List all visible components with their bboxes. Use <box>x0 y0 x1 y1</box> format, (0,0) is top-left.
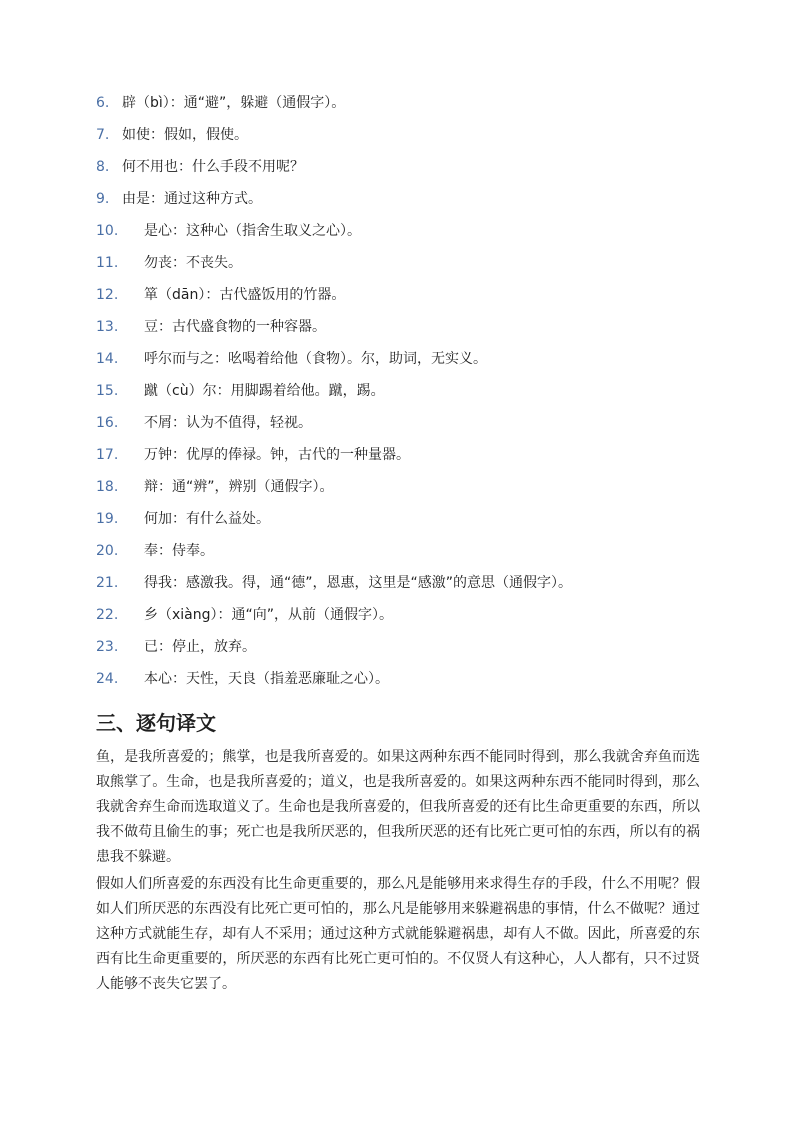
annotation-number: 16. <box>96 415 119 431</box>
annotation-item <box>96 379 716 411</box>
annotation-text: 奉：侍奉。 <box>144 543 214 559</box>
annotation-number: 24. <box>96 671 119 687</box>
annotation-text: 万钟：优厚的俸禄。钟，古代的一种量器。 <box>144 447 410 463</box>
annotation-text: 勿丧：不丧失。 <box>144 255 242 271</box>
annotation-text: 是心：这种心（指舍生取义之心）。 <box>144 223 361 239</box>
annotation-item <box>96 635 716 667</box>
annotation-text: 得我：感激我。得，通“德”，恩惠，这里是“感激”的意思（通假字）。 <box>144 575 573 591</box>
annotation-text: 何加：有什么益处。 <box>144 511 270 527</box>
annotation-number: 11. <box>96 255 119 271</box>
annotation-number: 7. <box>96 127 110 143</box>
annotation-text: 已：停止，放弃。 <box>144 639 256 655</box>
annotation-number: 18. <box>96 479 119 495</box>
annotation-item <box>96 91 716 123</box>
annotation-text: 呼尔而与之：吆喝着给他（食物）。尔，助词，无实义。 <box>144 351 487 367</box>
annotation-item <box>96 667 716 699</box>
translation-paragraph: 假如人们所喜爱的东西没有比生命更重要的，那么凡是能够用来求得生存的手段，什么不用呢？假如人们所厌恶的东西没有比死亡更可怕的，那么凡是能够用来躲避祸患的事情，什么不做呢？通过这种方式就能生存，却有人不采用；通过这种方式就能躲避祸患，却有人不做。因此，所喜爱的东西有比生命更重要的，所厌恶的东西有比死亡更可怕的。不仅贤人有这种心，人人都有，只不过贤人能够不丧失它罢了。 <box>96 876 700 992</box>
annotation-item <box>96 315 716 347</box>
annotation-item <box>96 251 716 283</box>
annotation-item <box>96 411 716 443</box>
annotation-list <box>96 91 716 699</box>
annotation-item <box>96 155 716 187</box>
annotation-text: 由是：通过这种方式。 <box>122 191 262 207</box>
annotation-item <box>96 571 716 603</box>
annotation-number: 10. <box>96 223 119 239</box>
translation-paragraph: 鱼，是我所喜爱的；熊掌，也是我所喜爱的。如果这两种东西不能同时得到，那么我就舍弃鱼而选取熊掌了。生命，也是我所喜爱的；道义，也是我所喜爱的。如果这两种东西不能同时得到，那么我就舍弃生命而选取道义了。生命也是我所喜爱的，但我所喜爱的还有比生命更重要的东西，所以我不做苟且偷生的事；死亡也是我所厌恶的，但我所厌恶的还有比死亡更可怕的东西，所以有的祸患我不躲避。 <box>96 749 700 865</box>
annotation-text: 不屑：认为不值得，轻视。 <box>144 415 312 431</box>
annotation-number: 12. <box>96 287 119 303</box>
annotation-text: 豆：古代盛食物的一种容器。 <box>144 319 326 335</box>
annotation-number: 22. <box>96 607 119 623</box>
annotation-text: 本心：天性，天良（指羞恶廉耻之心）。 <box>144 671 389 687</box>
annotation-number: 9. <box>96 191 110 207</box>
annotation-number: 6. <box>96 95 110 111</box>
annotation-item <box>96 283 716 315</box>
annotation-number: 19. <box>96 511 119 527</box>
annotation-text: 乡（xiàng）：通“向”，从前（通假字）。 <box>144 607 394 623</box>
annotation-number: 23. <box>96 639 119 655</box>
annotation-item <box>96 443 716 475</box>
annotation-text: 何不用也：什么手段不用呢？ <box>122 159 304 175</box>
annotation-item <box>96 219 716 251</box>
annotation-number: 8. <box>96 159 110 175</box>
annotation-text: 蹴（cù）尔：用脚踢着给他。蹴，踢。 <box>144 383 385 399</box>
annotation-item <box>96 475 716 507</box>
annotation-text: 如使：假如，假使。 <box>122 127 248 143</box>
annotation-text: 辩：通“辨”，辨别（通假字）。 <box>144 479 334 495</box>
annotation-number: 17. <box>96 447 119 463</box>
annotation-text: 箪（dān）：古代盛饭用的竹器。 <box>144 287 346 303</box>
annotation-number: 20. <box>96 543 119 559</box>
annotation-item <box>96 603 716 635</box>
annotation-number: 13. <box>96 319 119 335</box>
annotation-number: 14. <box>96 351 119 367</box>
annotation-item <box>96 123 716 155</box>
section-heading: 三、逐句译文 <box>96 711 216 735</box>
annotation-item <box>96 347 716 379</box>
annotation-text: 辟（bì）：通“避”，躲避（通假字）。 <box>122 95 346 111</box>
annotation-number: 21. <box>96 575 119 591</box>
annotation-item <box>96 507 716 539</box>
annotation-number: 15. <box>96 383 119 399</box>
annotation-item <box>96 187 716 219</box>
annotation-item <box>96 539 716 571</box>
